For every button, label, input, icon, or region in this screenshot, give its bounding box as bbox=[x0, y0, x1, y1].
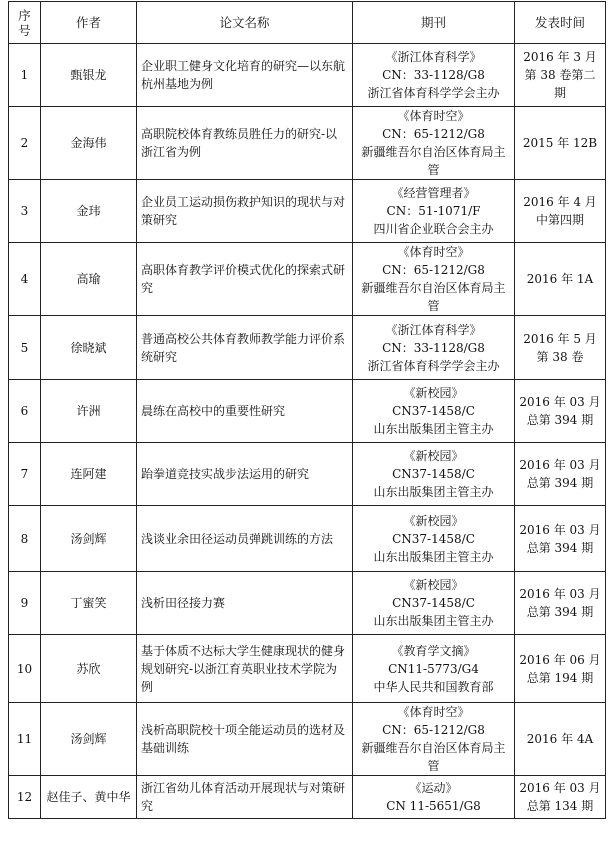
header-title: 论文名称 bbox=[137, 2, 353, 44]
cell-journal bbox=[353, 107, 515, 180]
cell-title: 普通高校公共体育教师教学能力评价系统研究 bbox=[137, 316, 353, 380]
cell-date: 2016 年 03 月总第 134 期 bbox=[515, 776, 606, 819]
journal-line: 《浙江体育科学》 bbox=[385, 50, 482, 64]
cell-journal bbox=[353, 776, 515, 819]
journal-line: 山东出版集团主管主办 bbox=[373, 549, 494, 564]
cell-author: 丁蜜笑 bbox=[41, 572, 137, 635]
journal-line: 新疆维吾尔自治区体育局主管 bbox=[361, 281, 506, 313]
cell-date: 2016 年 03 月总第 394 期 bbox=[515, 443, 606, 506]
cell-title: 浅析高职院校十项全能运动员的选材及基础训练 bbox=[137, 703, 353, 776]
header-author: 作者 bbox=[41, 2, 137, 44]
journal-line: 四川省企业联合会主办 bbox=[373, 222, 494, 236]
cell-author: 徐晓斌 bbox=[41, 316, 137, 380]
journal-line: CN37-1458/C bbox=[392, 531, 475, 546]
cell-seq: 10 bbox=[9, 635, 41, 703]
cell-author: 金玮 bbox=[41, 180, 137, 243]
cell-date: 2016 年 06 月总第 194 期 bbox=[515, 635, 606, 703]
journal-line: CN11-5773/G4 bbox=[388, 661, 479, 676]
journal-line: 《新校园》 bbox=[403, 513, 464, 528]
cell-journal bbox=[353, 506, 515, 572]
journal-line: 浙江省体育科学学会主办 bbox=[367, 358, 500, 373]
cell-date: 2016 年 03 月总第 394 期 bbox=[515, 380, 606, 443]
table-row bbox=[9, 316, 606, 380]
journal-line: 《经营管理者》 bbox=[391, 186, 476, 200]
cell-journal bbox=[353, 243, 515, 316]
cell-author: 金海伟 bbox=[41, 107, 137, 180]
table-row bbox=[9, 443, 606, 506]
journal-line: 新疆维吾尔自治区体育局主管 bbox=[361, 145, 506, 177]
table-row bbox=[9, 776, 606, 819]
journal-line: 《体育时空》 bbox=[397, 245, 470, 259]
cell-seq: 8 bbox=[9, 506, 41, 572]
cell-title: 高职体育教学评价模式优化的探索式研究 bbox=[137, 243, 353, 316]
cell-title: 企业员工运动损伤救护知识的现状与对策研究 bbox=[137, 180, 353, 243]
header-journal: 期刊 bbox=[353, 2, 515, 44]
table-row bbox=[9, 44, 606, 107]
cell-title: 基于体质不达标大学生健康现状的健身规划研究-以浙江育英职业技术学院为例 bbox=[137, 635, 353, 703]
table-row bbox=[9, 506, 606, 572]
cell-date: 2016 年 1A bbox=[515, 243, 606, 316]
journal-line: CN：65-1212/G8 bbox=[382, 127, 485, 141]
cell-title: 企业职工健身文化培育的研究—以东航杭州基地为例 bbox=[137, 44, 353, 107]
cell-author: 许洲 bbox=[41, 380, 137, 443]
journal-line: 《新校园》 bbox=[403, 578, 464, 592]
cell-seq: 4 bbox=[9, 243, 41, 316]
header-row bbox=[9, 2, 606, 44]
cell-date: 2016 年 03 月总第 394 期 bbox=[515, 506, 606, 572]
journal-line: CN：33-1128/G8 bbox=[382, 68, 485, 82]
journal-line: CN：33-1128/G8 bbox=[382, 340, 485, 355]
cell-seq: 7 bbox=[9, 443, 41, 506]
cell-journal bbox=[353, 443, 515, 506]
cell-author: 汤剑辉 bbox=[41, 506, 137, 572]
cell-author: 赵佳子、黄中华 bbox=[41, 776, 137, 819]
cell-date: 2016 年 4 月中第四期 bbox=[515, 180, 606, 243]
publication-table bbox=[8, 1, 606, 819]
journal-line: 《新校园》 bbox=[403, 386, 464, 400]
journal-line: 《浙江体育科学》 bbox=[385, 322, 482, 337]
cell-date: 2016 年 4A bbox=[515, 703, 606, 776]
journal-line: 新疆维吾尔自治区体育局主管 bbox=[361, 741, 506, 773]
table-row bbox=[9, 380, 606, 443]
cell-title: 跆拳道竞技实战步法运用的研究 bbox=[137, 443, 353, 506]
cell-journal bbox=[353, 703, 515, 776]
journal-line: CN37-1458/C bbox=[392, 404, 475, 418]
journal-line: 中华人民共和国教育部 bbox=[373, 679, 494, 694]
journal-line: CN：65-1212/G8 bbox=[382, 263, 485, 277]
cell-seq: 6 bbox=[9, 380, 41, 443]
cell-date: 2016 年 3 月第 38 卷第二期 bbox=[515, 44, 606, 107]
journal-line: CN：51-1071/F bbox=[386, 204, 481, 218]
journal-line: 山东出版集团主管主办 bbox=[373, 614, 494, 628]
table-row bbox=[9, 180, 606, 243]
cell-journal bbox=[353, 44, 515, 107]
cell-seq: 3 bbox=[9, 180, 41, 243]
cell-seq: 12 bbox=[9, 776, 41, 819]
cell-author: 汤剑辉 bbox=[41, 703, 137, 776]
journal-line: CN37-1458/C bbox=[392, 596, 475, 610]
journal-line: 山东出版集团主管主办 bbox=[373, 422, 494, 436]
cell-title: 晨练在高校中的重要性研究 bbox=[137, 380, 353, 443]
cell-seq: 9 bbox=[9, 572, 41, 635]
cell-seq: 11 bbox=[9, 703, 41, 776]
cell-title: 浅谈业余田径运动员弹跳训练的方法 bbox=[137, 506, 353, 572]
cell-journal bbox=[353, 316, 515, 380]
journal-line: 山东出版集团主管主办 bbox=[373, 485, 494, 499]
cell-title: 高职院校体育教练员胜任力的研究-以浙江省为例 bbox=[137, 107, 353, 180]
cell-journal bbox=[353, 180, 515, 243]
cell-author: 高瑜 bbox=[41, 243, 137, 316]
header-seq: 序号 bbox=[9, 2, 41, 44]
cell-seq: 2 bbox=[9, 107, 41, 180]
journal-line: 《运动》 bbox=[409, 781, 458, 795]
cell-journal bbox=[353, 572, 515, 635]
cell-seq: 1 bbox=[9, 44, 41, 107]
journal-line: CN37-1458/C bbox=[392, 467, 475, 481]
cell-journal bbox=[353, 635, 515, 703]
table-row bbox=[9, 572, 606, 635]
journal-line: 《教育学文摘》 bbox=[391, 643, 476, 658]
cell-journal bbox=[353, 380, 515, 443]
cell-date: 2015 年 12B bbox=[515, 107, 606, 180]
journal-line: 《体育时空》 bbox=[397, 109, 470, 123]
cell-date: 2016 年 03 月总第 394 期 bbox=[515, 572, 606, 635]
cell-author: 连阿建 bbox=[41, 443, 137, 506]
cell-date: 2016 年 5 月第 38 卷 bbox=[515, 316, 606, 380]
cell-seq: 5 bbox=[9, 316, 41, 380]
table-row bbox=[9, 635, 606, 703]
cell-title: 浅析田径接力赛 bbox=[137, 572, 353, 635]
table-row bbox=[9, 703, 606, 776]
table-row bbox=[9, 243, 606, 316]
cell-author: 甄银龙 bbox=[41, 44, 137, 107]
cell-title: 浙江省幼儿体育活动开展现状与对策研究 bbox=[137, 776, 353, 819]
journal-line: CN 11-5651/G8 bbox=[386, 799, 481, 813]
header-date: 发表时间 bbox=[515, 2, 606, 44]
table-row bbox=[9, 107, 606, 180]
journal-line: CN：65-1212/G8 bbox=[382, 723, 485, 737]
cell-author: 苏欣 bbox=[41, 635, 137, 703]
journal-line: 《新校园》 bbox=[403, 449, 464, 463]
journal-line: 浙江省体育科学学会主办 bbox=[367, 86, 500, 100]
journal-line: 《体育时空》 bbox=[397, 705, 470, 719]
